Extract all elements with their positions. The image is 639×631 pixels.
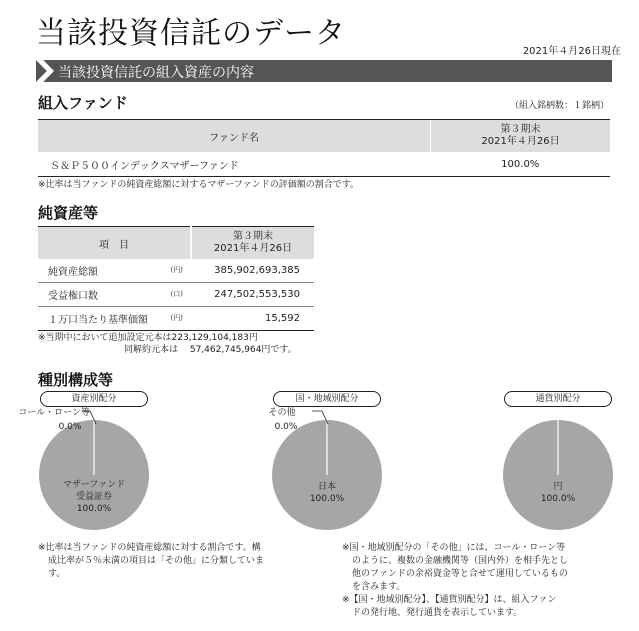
pie-main-label-2: 受益証券: [75, 492, 112, 502]
as-of-date: 2021年４月26日現在: [522, 46, 621, 57]
note-line: ※国・地域別配分の「その他」には、コール・ローン等: [342, 543, 566, 553]
composition-note-right: [342, 542, 568, 620]
fund-ratio-cell: 100.0%: [431, 152, 611, 177]
fund-count-note: （組入銘柄数：１銘柄）: [509, 101, 609, 111]
net-assets-note-2: 同解約元本は 57,462,745,964円です。: [124, 345, 297, 355]
table-row: [38, 259, 314, 283]
pie-small-label-1: コール・ローン等: [18, 408, 90, 418]
chevron-right-icon: [36, 60, 54, 82]
pie-main-label: [44, 479, 144, 515]
pie-title-currency: 通貨別配分: [504, 391, 612, 407]
composition-note-left: [38, 542, 264, 581]
net-assets-table: [38, 226, 314, 331]
note-line: ドの発行地、発行通貨を表示しています。: [352, 608, 523, 618]
row-value: 15,592: [191, 307, 314, 331]
row-value: 247,502,553,530: [191, 283, 314, 307]
table-header-row: [38, 120, 610, 153]
pie-chart-region: [271, 419, 383, 531]
net-assets-heading: 純資産等: [38, 204, 99, 222]
table-header-row: [38, 227, 314, 260]
col-fund-name: ファンド名: [38, 120, 431, 153]
row-label-text: 純資産総額: [48, 267, 98, 278]
pie-main-label-2: 100.0%: [309, 494, 345, 504]
row-unit: (円): [170, 314, 183, 322]
row-value: 385,902,693,385: [191, 259, 314, 283]
composition-heading: 種別構成等: [38, 371, 114, 389]
note-line: す。: [48, 569, 66, 579]
note-line: ※【国・地域別配分】、【通貨別配分】は、組入ファン: [342, 595, 557, 605]
row-label: [38, 307, 191, 331]
pie-main-label: [277, 481, 377, 505]
row-unit: (口): [170, 290, 183, 298]
pie-small-label: その他: [268, 408, 296, 418]
col-period-line2: 2021年４月26日: [213, 243, 293, 254]
note-line: を含みます。: [352, 582, 406, 592]
table-row: [38, 307, 314, 331]
col-period-line2: 2021年４月26日: [481, 136, 560, 147]
pie-title-asset: 資産別配分: [40, 391, 148, 407]
pie-small-value: 0.0%: [58, 422, 82, 432]
col-period-line1: 第３期末: [500, 124, 541, 135]
banner-text: 当該投資信託の組入資産の内容: [58, 65, 254, 81]
col-period: [191, 227, 314, 260]
pie-main-label: [508, 481, 608, 505]
fund-note: ※比率は当ファンドの純資産総額に対するマザーファンドの評価額の割合です。: [38, 180, 360, 190]
pie-chart-currency: [502, 419, 614, 531]
pie-small-label: [0, 407, 90, 419]
net-assets-note-1: ※当期中において追加設定元本は223,129,104,183円: [38, 333, 258, 343]
note-line: 他のファンドの余裕資金等と合せて運用しているもの: [352, 569, 568, 579]
pie-main-label-3: 100.0%: [76, 504, 112, 514]
row-label: [38, 259, 191, 283]
note-line: のように、複数の金融機関等（国内外）を相手先とし: [352, 556, 569, 566]
fund-name-cell: Ｓ＆Ｐ５００インデックスマザーファンド: [38, 152, 431, 177]
row-unit: (円): [170, 266, 183, 274]
pie-title-region: 国・地域別配分: [273, 391, 381, 407]
pie-small-value: 0.0%: [274, 422, 298, 432]
pie-main-label-1: 日本: [317, 482, 336, 492]
page-title: 当該投資信託のデータ: [36, 16, 346, 51]
fund-heading: 組入ファンド: [38, 94, 128, 112]
table-row: [38, 283, 314, 307]
row-label-text: １万口当たり基準価額: [48, 315, 148, 326]
pie-main-label-1: マザーファンド: [62, 480, 126, 490]
col-period: [431, 120, 611, 153]
table-row: [38, 152, 610, 177]
col-item: 項 目: [38, 227, 191, 260]
row-label: [38, 283, 191, 307]
pie-main-label-2: 100.0%: [540, 494, 576, 504]
note-line: ※比率は当ファンドの純資産総額に対する割合です。構: [38, 543, 261, 553]
col-period-line1: 第３期末: [233, 231, 273, 242]
row-label-text: 受益権口数: [48, 291, 98, 302]
pie-main-label-1: 円: [553, 482, 563, 492]
note-line: 成比率が５％未満の項目は「その他」に分類していま: [48, 556, 265, 566]
fund-table: [38, 119, 610, 177]
section-banner: [36, 60, 612, 82]
